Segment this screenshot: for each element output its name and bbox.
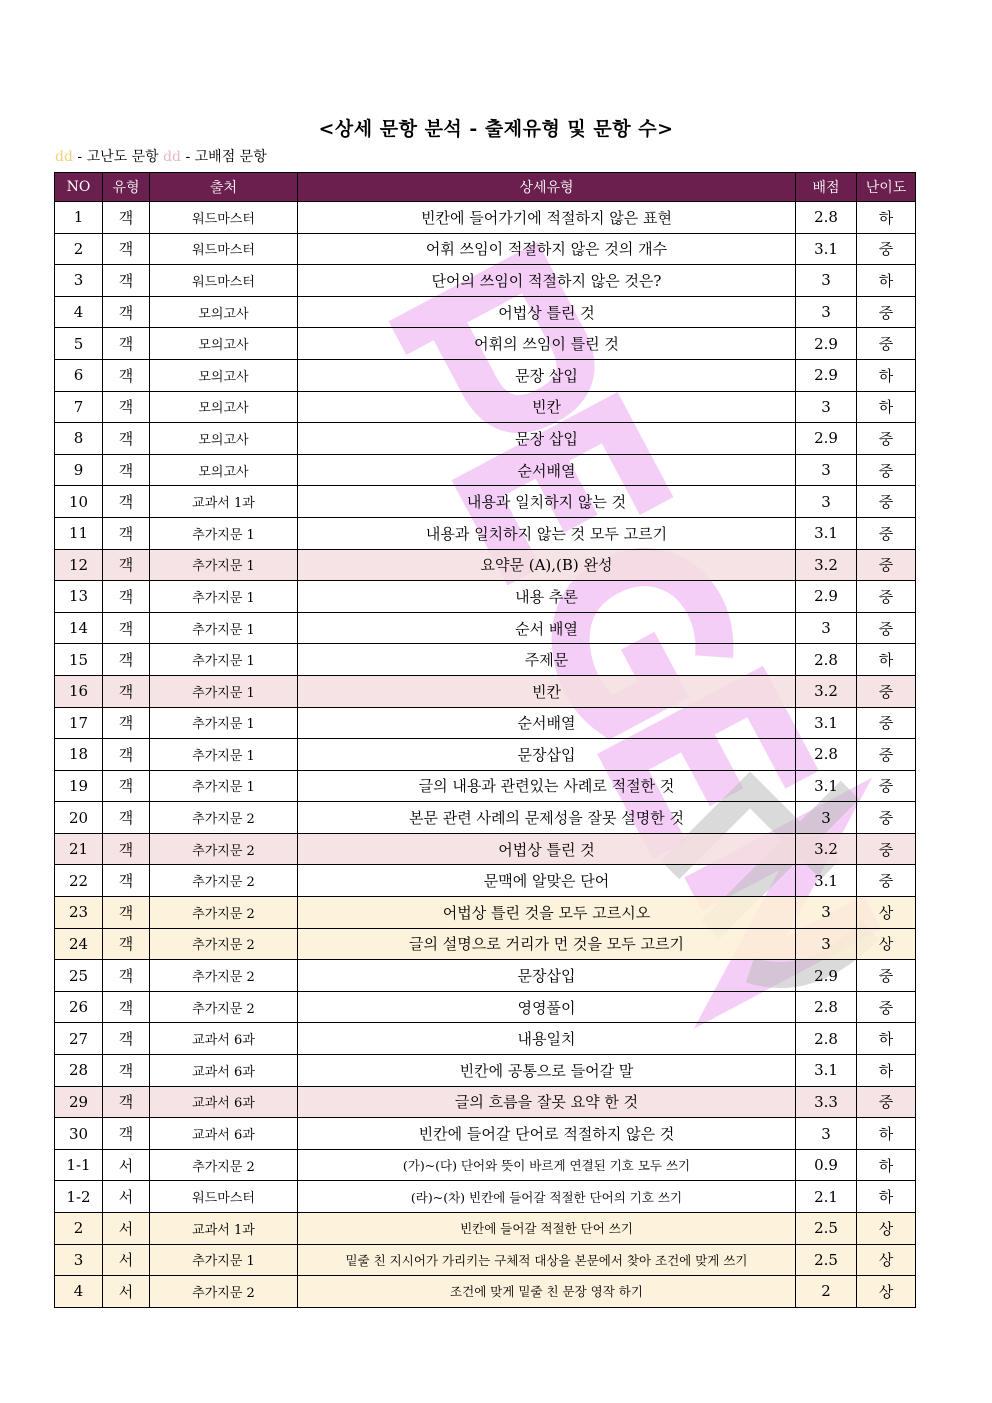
cell-score: 3.1 (796, 707, 857, 739)
cell-no: 10 (55, 486, 103, 518)
cell-no: 3 (55, 265, 103, 297)
cell-type: 객 (103, 202, 150, 234)
cell-difficulty: 하 (857, 265, 916, 297)
header-no: NO (55, 173, 103, 202)
cell-difficulty: 하 (857, 1181, 916, 1213)
cell-difficulty: 상 (857, 1276, 916, 1308)
cell-difficulty: 상 (857, 897, 916, 929)
cell-type: 객 (103, 296, 150, 328)
cell-difficulty: 중 (857, 454, 916, 486)
cell-difficulty: 중 (857, 960, 916, 992)
cell-no: 18 (55, 739, 103, 771)
cell-score: 2.5 (796, 1244, 857, 1276)
cell-difficulty: 하 (857, 202, 916, 234)
cell-score: 2.9 (796, 581, 857, 613)
cell-difficulty: 중 (857, 865, 916, 897)
cell-detail-type: 단어의 쓰임이 적절하지 않은 것은? (298, 265, 796, 297)
cell-source: 추가지문 1 (150, 612, 298, 644)
cell-type: 객 (103, 960, 150, 992)
cell-source: 추가지문 1 (150, 1244, 298, 1276)
cell-type: 객 (103, 265, 150, 297)
cell-difficulty: 중 (857, 423, 916, 455)
cell-source: 추가지문 2 (150, 1276, 298, 1308)
cell-detail-type: 빈칸에 들어가기에 적절하지 않은 표현 (298, 202, 796, 234)
cell-no: 1-2 (55, 1181, 103, 1213)
table-row (55, 833, 916, 865)
cell-type: 객 (103, 833, 150, 865)
cell-type: 객 (103, 739, 150, 771)
table-row (55, 486, 916, 518)
legend-swatch-high-score: dd (163, 149, 182, 165)
cell-no: 20 (55, 802, 103, 834)
cell-type: 객 (103, 865, 150, 897)
cell-detail-type: 문장삽입 (298, 739, 796, 771)
cell-no: 5 (55, 328, 103, 360)
cell-no: 30 (55, 1118, 103, 1150)
cell-type: 객 (103, 802, 150, 834)
cell-type: 객 (103, 359, 150, 391)
table-row (55, 359, 916, 391)
cell-detail-type: 어휘의 쓰임이 틀린 것 (298, 328, 796, 360)
cell-source: 추가지문 1 (150, 770, 298, 802)
cell-difficulty: 중 (857, 802, 916, 834)
cell-no: 14 (55, 612, 103, 644)
legend-label-high-difficulty: - 고난도 문항 (72, 149, 164, 165)
cell-source: 모의고사 (150, 359, 298, 391)
table-row (55, 1055, 916, 1087)
cell-difficulty: 중 (857, 770, 916, 802)
cell-difficulty: 하 (857, 1055, 916, 1087)
cell-detail-type: 어휘 쓰임이 적절하지 않은 것의 개수 (298, 233, 796, 265)
table-row (55, 1086, 916, 1118)
cell-detail-type: 글의 흐름을 잘못 요약 한 것 (298, 1086, 796, 1118)
cell-no: 28 (55, 1055, 103, 1087)
table-row (55, 1023, 916, 1055)
table-row (55, 1181, 916, 1213)
cell-score: 3 (796, 1118, 857, 1150)
cell-no: 25 (55, 960, 103, 992)
cell-detail-type: 글의 설명으로 거리가 먼 것을 모두 고르기 (298, 928, 796, 960)
cell-detail-type: 내용일치 (298, 1023, 796, 1055)
cell-no: 21 (55, 833, 103, 865)
cell-source: 워드마스터 (150, 202, 298, 234)
cell-source: 추가지문 1 (150, 549, 298, 581)
cell-type: 객 (103, 1086, 150, 1118)
table-row (55, 770, 916, 802)
cell-score: 3.1 (796, 865, 857, 897)
cell-no: 8 (55, 423, 103, 455)
cell-source: 워드마스터 (150, 1181, 298, 1213)
cell-no: 4 (55, 296, 103, 328)
cell-detail-type: (가)~(다) 단어와 뜻이 바르게 연결된 기호 모두 쓰기 (298, 1149, 796, 1181)
table-row (55, 423, 916, 455)
cell-score: 3 (796, 486, 857, 518)
cell-type: 객 (103, 770, 150, 802)
cell-source: 추가지문 2 (150, 991, 298, 1023)
cell-detail-type: (라)~(차) 빈칸에 들어갈 적절한 단어의 기호 쓰기 (298, 1181, 796, 1213)
cell-score: 2 (796, 1276, 857, 1308)
cell-difficulty: 중 (857, 233, 916, 265)
cell-difficulty: 중 (857, 833, 916, 865)
cell-score: 2.9 (796, 359, 857, 391)
cell-score: 2.8 (796, 202, 857, 234)
cell-score: 3 (796, 265, 857, 297)
cell-no: 26 (55, 991, 103, 1023)
cell-type: 객 (103, 897, 150, 929)
header-source: 출처 (150, 173, 298, 202)
cell-score: 3 (796, 612, 857, 644)
cell-score: 3.1 (796, 233, 857, 265)
cell-difficulty: 중 (857, 581, 916, 613)
cell-no: 13 (55, 581, 103, 613)
cell-score: 2.9 (796, 960, 857, 992)
cell-score: 2.1 (796, 1181, 857, 1213)
cell-difficulty: 하 (857, 1118, 916, 1150)
cell-detail-type: 내용 추론 (298, 581, 796, 613)
cell-detail-type: 조건에 맞게 밑줄 친 문장 영작 하기 (298, 1276, 796, 1308)
cell-source: 추가지문 2 (150, 802, 298, 834)
cell-source: 교과서 1과 (150, 1213, 298, 1245)
cell-score: 3 (796, 897, 857, 929)
cell-score: 3 (796, 928, 857, 960)
table-row (55, 865, 916, 897)
cell-detail-type: 내용과 일치하지 않는 것 모두 고르기 (298, 517, 796, 549)
cell-no: 11 (55, 517, 103, 549)
analysis-table (54, 172, 916, 1308)
cell-source: 추가지문 1 (150, 739, 298, 771)
header-detail-type: 상세유형 (298, 173, 796, 202)
cell-detail-type: 문장 삽입 (298, 359, 796, 391)
cell-type: 서 (103, 1244, 150, 1276)
cell-score: 3 (796, 454, 857, 486)
cell-score: 3.1 (796, 770, 857, 802)
cell-score: 2.9 (796, 328, 857, 360)
table-row (55, 707, 916, 739)
cell-detail-type: 빈칸 (298, 391, 796, 423)
cell-detail-type: 글의 내용과 관련있는 사례로 적절한 것 (298, 770, 796, 802)
table-row (55, 739, 916, 771)
cell-detail-type: 순서 배열 (298, 612, 796, 644)
cell-source: 모의고사 (150, 296, 298, 328)
cell-difficulty: 중 (857, 517, 916, 549)
cell-source: 교과서 6과 (150, 1023, 298, 1055)
cell-detail-type: 빈칸에 들어갈 적절한 단어 쓰기 (298, 1213, 796, 1245)
cell-detail-type: 본문 관련 사례의 문제성을 잘못 설명한 것 (298, 802, 796, 834)
table-row (55, 296, 916, 328)
cell-detail-type: 어법상 틀린 것을 모두 고르시오 (298, 897, 796, 929)
table-row (55, 454, 916, 486)
cell-no: 2 (55, 233, 103, 265)
cell-type: 객 (103, 644, 150, 676)
legend-label-high-score: - 고배점 문항 (181, 149, 267, 165)
table-row (55, 675, 916, 707)
cell-type: 객 (103, 928, 150, 960)
cell-source: 모의고사 (150, 423, 298, 455)
cell-source: 추가지문 1 (150, 517, 298, 549)
cell-source: 추가지문 2 (150, 833, 298, 865)
cell-source: 추가지문 1 (150, 675, 298, 707)
legend (55, 146, 267, 166)
cell-difficulty: 중 (857, 739, 916, 771)
table-row (55, 549, 916, 581)
cell-type: 객 (103, 1055, 150, 1087)
cell-score: 3 (796, 802, 857, 834)
cell-difficulty: 하 (857, 1023, 916, 1055)
cell-score: 2.8 (796, 739, 857, 771)
cell-source: 모의고사 (150, 454, 298, 486)
cell-difficulty: 상 (857, 928, 916, 960)
cell-type: 객 (103, 581, 150, 613)
cell-difficulty: 중 (857, 991, 916, 1023)
cell-type: 객 (103, 991, 150, 1023)
table-header-row (55, 173, 916, 202)
table-row (55, 960, 916, 992)
cell-no: 4 (55, 1276, 103, 1308)
cell-detail-type: 내용과 일치하지 않는 것 (298, 486, 796, 518)
table-row (55, 328, 916, 360)
cell-difficulty: 중 (857, 296, 916, 328)
cell-difficulty: 하 (857, 644, 916, 676)
cell-detail-type: 빈칸에 공통으로 들어갈 말 (298, 1055, 796, 1087)
table-row (55, 391, 916, 423)
table-row (55, 1276, 916, 1308)
cell-difficulty: 중 (857, 328, 916, 360)
cell-score: 3.1 (796, 517, 857, 549)
cell-difficulty: 중 (857, 675, 916, 707)
cell-score: 3.2 (796, 675, 857, 707)
cell-source: 추가지문 1 (150, 644, 298, 676)
cell-no: 1 (55, 202, 103, 234)
cell-source: 추가지문 1 (150, 707, 298, 739)
table-row (55, 581, 916, 613)
cell-score: 3.3 (796, 1086, 857, 1118)
cell-no: 15 (55, 644, 103, 676)
table-row (55, 1244, 916, 1276)
cell-difficulty: 중 (857, 486, 916, 518)
cell-difficulty: 중 (857, 612, 916, 644)
table-row (55, 928, 916, 960)
table-row (55, 991, 916, 1023)
cell-type: 객 (103, 675, 150, 707)
header-difficulty: 난이도 (857, 173, 916, 202)
table-row (55, 897, 916, 929)
table-row (55, 802, 916, 834)
header-score: 배점 (796, 173, 857, 202)
cell-detail-type: 영영풀이 (298, 991, 796, 1023)
cell-no: 17 (55, 707, 103, 739)
cell-type: 객 (103, 233, 150, 265)
cell-no: 12 (55, 549, 103, 581)
cell-detail-type: 문장 삽입 (298, 423, 796, 455)
cell-source: 교과서 6과 (150, 1086, 298, 1118)
cell-score: 3.2 (796, 833, 857, 865)
cell-source: 추가지문 2 (150, 865, 298, 897)
cell-source: 추가지문 2 (150, 1149, 298, 1181)
cell-no: 23 (55, 897, 103, 929)
cell-type: 객 (103, 517, 150, 549)
legend-swatch-high-difficulty: dd (55, 149, 73, 165)
table-row (55, 233, 916, 265)
cell-type: 서 (103, 1181, 150, 1213)
cell-source: 추가지문 2 (150, 928, 298, 960)
cell-difficulty: 중 (857, 549, 916, 581)
cell-score: 2.9 (796, 423, 857, 455)
cell-no: 24 (55, 928, 103, 960)
cell-no: 16 (55, 675, 103, 707)
cell-type: 객 (103, 1118, 150, 1150)
table-row (55, 1149, 916, 1181)
cell-score: 2.8 (796, 991, 857, 1023)
cell-no: 2 (55, 1213, 103, 1245)
cell-score: 3 (796, 296, 857, 328)
cell-type: 객 (103, 391, 150, 423)
cell-detail-type: 순서배열 (298, 454, 796, 486)
cell-no: 1-1 (55, 1149, 103, 1181)
cell-detail-type: 어법상 틀린 것 (298, 833, 796, 865)
cell-no: 3 (55, 1244, 103, 1276)
cell-type: 객 (103, 328, 150, 360)
cell-no: 6 (55, 359, 103, 391)
cell-source: 워드마스터 (150, 265, 298, 297)
cell-difficulty: 중 (857, 1086, 916, 1118)
cell-detail-type: 빈칸 (298, 675, 796, 707)
cell-no: 29 (55, 1086, 103, 1118)
table-row (55, 517, 916, 549)
header-type: 유형 (103, 173, 150, 202)
cell-type: 객 (103, 454, 150, 486)
table-row (55, 644, 916, 676)
cell-source: 교과서 6과 (150, 1055, 298, 1087)
cell-detail-type: 빈칸에 들어갈 단어로 적절하지 않은 것 (298, 1118, 796, 1150)
cell-source: 추가지문 1 (150, 581, 298, 613)
cell-no: 22 (55, 865, 103, 897)
cell-source: 모의고사 (150, 328, 298, 360)
cell-source: 교과서 6과 (150, 1118, 298, 1150)
cell-type: 객 (103, 612, 150, 644)
cell-no: 19 (55, 770, 103, 802)
cell-difficulty: 중 (857, 707, 916, 739)
cell-source: 워드마스터 (150, 233, 298, 265)
cell-detail-type: 요약문 (A),(B) 완성 (298, 549, 796, 581)
cell-detail-type: 주제문 (298, 644, 796, 676)
cell-type: 서 (103, 1276, 150, 1308)
cell-source: 모의고사 (150, 391, 298, 423)
cell-type: 서 (103, 1213, 150, 1245)
cell-detail-type: 어법상 틀린 것 (298, 296, 796, 328)
cell-type: 서 (103, 1149, 150, 1181)
table-row (55, 1118, 916, 1150)
cell-detail-type: 밑줄 친 지시어가 가리키는 구체적 대상을 본문에서 찾아 조건에 맞게 쓰기 (298, 1244, 796, 1276)
cell-difficulty: 상 (857, 1244, 916, 1276)
cell-score: 3.2 (796, 549, 857, 581)
cell-source: 추가지문 2 (150, 960, 298, 992)
cell-type: 객 (103, 549, 150, 581)
cell-source: 추가지문 2 (150, 897, 298, 929)
table-row (55, 202, 916, 234)
cell-detail-type: 문장삽입 (298, 960, 796, 992)
cell-no: 27 (55, 1023, 103, 1055)
cell-score: 0.9 (796, 1149, 857, 1181)
cell-no: 9 (55, 454, 103, 486)
table-row (55, 612, 916, 644)
cell-difficulty: 하 (857, 1149, 916, 1181)
cell-detail-type: 문맥에 알맞은 단어 (298, 865, 796, 897)
cell-source: 교과서 1과 (150, 486, 298, 518)
cell-score: 2.8 (796, 1023, 857, 1055)
cell-difficulty: 하 (857, 391, 916, 423)
cell-score: 3.1 (796, 1055, 857, 1087)
cell-no: 7 (55, 391, 103, 423)
cell-type: 객 (103, 1023, 150, 1055)
cell-score: 2.8 (796, 644, 857, 676)
cell-score: 2.5 (796, 1213, 857, 1245)
cell-score: 3 (796, 391, 857, 423)
cell-type: 객 (103, 423, 150, 455)
cell-type: 객 (103, 486, 150, 518)
page-title: <상세 문항 분석 - 출제유형 및 문항 수> (318, 118, 674, 140)
table-row (55, 265, 916, 297)
cell-detail-type: 순서배열 (298, 707, 796, 739)
cell-difficulty: 하 (857, 359, 916, 391)
table-row (55, 1213, 916, 1245)
cell-difficulty: 상 (857, 1213, 916, 1245)
cell-type: 객 (103, 707, 150, 739)
